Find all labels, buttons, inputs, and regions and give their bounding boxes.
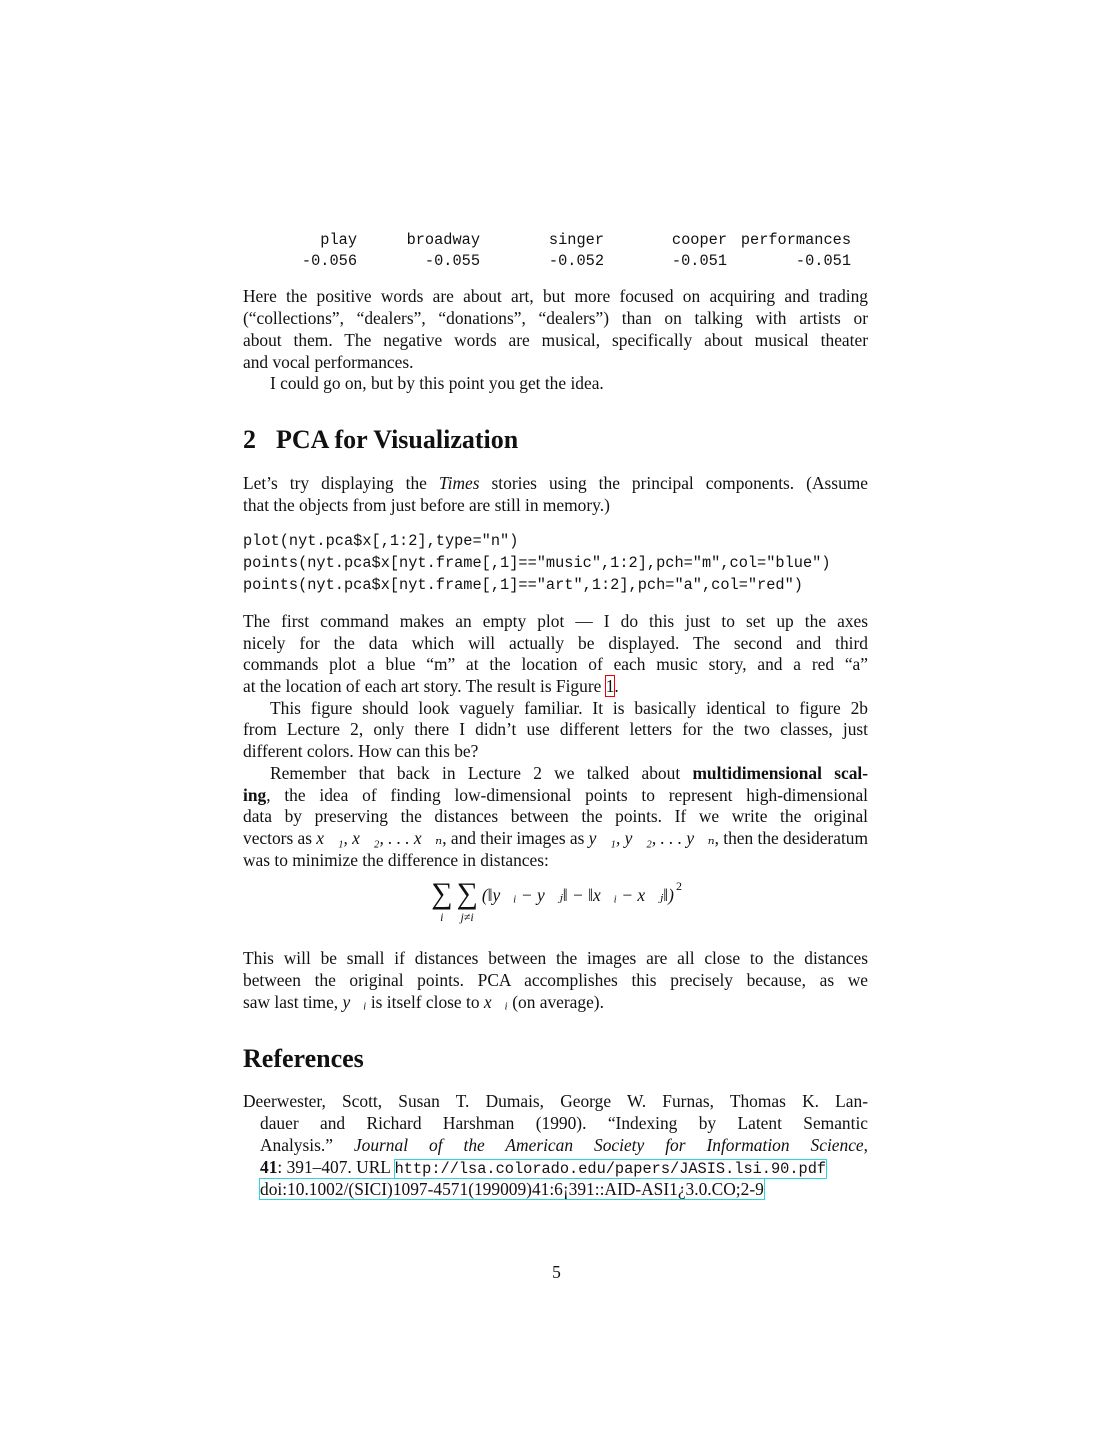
figure-ref-link[interactable]: 1 xyxy=(605,676,615,696)
text: Let’s try displaying the xyxy=(243,473,439,493)
bold-term: ing xyxy=(243,785,267,805)
text: (on average). xyxy=(507,992,604,1012)
table-cell: -0.051 xyxy=(671,252,727,270)
text: vectors as xyxy=(243,828,317,848)
section-number: 2 xyxy=(243,425,256,454)
table-header: performances xyxy=(740,231,851,249)
reference-line xyxy=(260,1156,868,1178)
paragraph-line xyxy=(270,762,868,784)
paragraph-line: (“collections”, “dealers”, “donations”, “dealers”) than on talking with artists or xyxy=(243,308,868,328)
exponent: 2 xyxy=(675,879,682,893)
url-link[interactable]: http://lsa.colorado.edu/papers/JASIS.lsi.90.pdf xyxy=(394,1160,827,1178)
paragraph-line: different colors. How can this be? xyxy=(243,741,479,761)
paragraph-line: nicely for the data which will actually be displayed. The second and third xyxy=(243,633,868,653)
emphasis: Times xyxy=(438,473,480,493)
table-cell: -0.051 xyxy=(795,252,851,270)
paragraph-line: data by preserving the distances between the points. If we write the original xyxy=(243,806,868,826)
equation-body: (‖y⃗ᵢ − y⃗ⱼ‖ − ‖x⃗ᵢ − x⃗ⱼ‖) xyxy=(481,885,674,905)
references-heading: References xyxy=(243,1044,364,1073)
table-header: broadway xyxy=(406,231,480,249)
code-line: points(nyt.pca$x[nyt.frame[,1]=="art",1:2],pch="a",col="red") xyxy=(243,576,803,594)
text: stories using the principal components. (Assume xyxy=(479,473,869,493)
sum-index: j≠i xyxy=(460,910,474,924)
paragraph-line: from Lecture 2, only there I didn’t use different letters for the two classes, just xyxy=(243,719,868,739)
reference-line xyxy=(260,1134,868,1156)
text: saw last time, xyxy=(243,992,343,1012)
reference-line: dauer and Richard Harshman (1990). “Indexing by Latent Semantic xyxy=(260,1113,868,1133)
section-heading xyxy=(243,424,518,456)
table-cell: -0.052 xyxy=(548,252,604,270)
paragraph-line: commands plot a blue “m” at the location of each music story, and a red “a” xyxy=(243,654,868,674)
code-line: points(nyt.pca$x[nyt.frame[,1]=="music",1:2],pch="m",col="blue") xyxy=(243,554,831,572)
text: , xyxy=(863,1135,868,1155)
volume: 41 xyxy=(260,1157,278,1177)
reference-line: Deerwester, Scott, Susan T. Dumais, George W. Furnas, Thomas K. Lan- xyxy=(243,1091,868,1111)
sum-index: i xyxy=(440,910,444,924)
sum-j xyxy=(456,878,477,924)
text: , and their images as xyxy=(442,828,589,848)
text: , the idea of finding low-dimensional points to represent high-dimensional xyxy=(266,785,868,805)
text: at the location of each art story. The result is Figure xyxy=(243,676,606,696)
table-cell: -0.056 xyxy=(301,252,357,270)
paragraph-line xyxy=(243,827,868,849)
page-number: 5 xyxy=(552,1262,561,1282)
paragraph-line: about them. The negative words are musical, specifically about musical theater xyxy=(243,330,868,350)
reference-line xyxy=(260,1178,868,1200)
sum-symbol: ∑ xyxy=(456,877,478,910)
table-header: play xyxy=(320,231,357,249)
paragraph-line xyxy=(243,675,868,697)
table-header: cooper xyxy=(671,231,727,249)
paragraph-line: This figure should look vaguely familiar. It is basically identical to figure 2b xyxy=(270,698,868,718)
text: is itself close to xyxy=(366,992,484,1012)
paragraph-line: I could go on, but by this point you get the idea. xyxy=(270,373,604,393)
math: x⃗ᵢ xyxy=(483,992,508,1012)
text: Analysis.” xyxy=(260,1135,354,1155)
journal-name: Journal of the American Society for Information Science xyxy=(353,1135,864,1155)
math: y⃗₁, y⃗₂, . . . y⃗ₙ xyxy=(588,828,715,848)
paragraph-line: and vocal performances. xyxy=(243,352,414,372)
code-line: plot(nyt.pca$x[,1:2],type="n") xyxy=(243,532,519,550)
table-header: singer xyxy=(548,231,604,249)
math: y⃗ᵢ xyxy=(342,992,367,1012)
paragraph-line: The first command makes an empty plot — I do this just to set up the axes xyxy=(243,611,868,631)
paragraph-line xyxy=(243,472,868,494)
paragraph-line: between the original points. PCA accomplishes this precisely because, as we xyxy=(243,970,868,990)
paragraph-line: was to minimize the difference in distances: xyxy=(243,850,549,870)
sum-i xyxy=(431,878,452,924)
bold-term: multidimensional scal- xyxy=(692,763,869,783)
sum-symbol: ∑ xyxy=(431,877,453,910)
paragraph-line xyxy=(243,784,868,806)
table-cell: -0.055 xyxy=(424,252,480,270)
paragraph-line xyxy=(243,991,868,1013)
paragraph-line: that the objects from just before are still in memory.) xyxy=(243,495,610,515)
text: , then the desideratum xyxy=(714,828,868,848)
paragraph-line: This will be small if distances between the images are all close to the distances xyxy=(243,948,868,968)
text: . xyxy=(614,676,619,696)
paragraph-line: Here the positive words are about art, but more focused on acquiring and trading xyxy=(243,286,868,306)
equation xyxy=(0,878,1113,924)
section-title: PCA for Visualization xyxy=(276,425,519,454)
doi-link[interactable]: doi:10.1002/(SICI)1097-4571(199009)41:6¡391::AID-ASI1¿3.0.CO;2-9 xyxy=(260,1179,764,1199)
text: : 391–407. URL xyxy=(277,1157,395,1177)
math: x⃗₁, x⃗₂, . . . x⃗ₙ xyxy=(316,828,443,848)
text: Remember that back in Lecture 2 we talked about xyxy=(270,763,693,783)
